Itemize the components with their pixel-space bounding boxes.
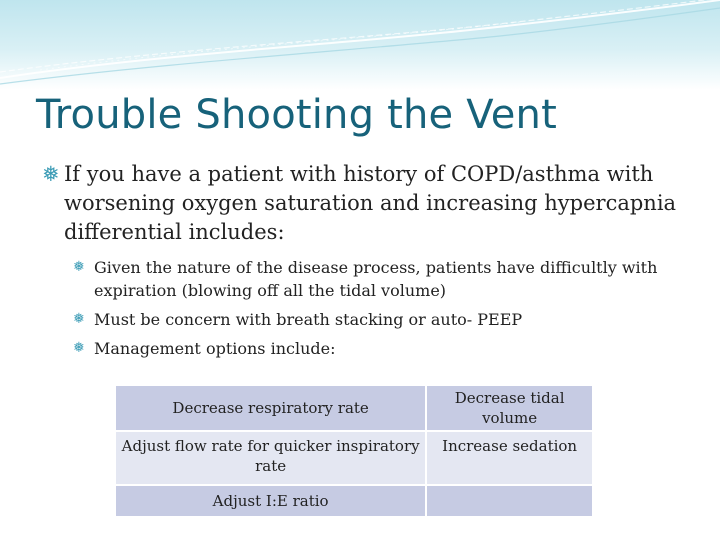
table-cell xyxy=(426,485,593,517)
main-bullet-text: If you have a patient with history of COPD/asthma with worsening oxygen saturation and increasing hypercapnia differential includes: xyxy=(64,162,677,244)
sub-bullet xyxy=(73,308,676,331)
slide-title: Trouble Shooting the Vent xyxy=(36,92,557,138)
table-cell: Increase sedation xyxy=(426,431,593,485)
wave-lines-decoration xyxy=(0,0,720,90)
table-cell: Adjust flow rate for quicker inspiratory rate xyxy=(115,431,426,485)
bullet-icon: ❅ xyxy=(73,340,85,356)
sub-bullet-text: Management options include: xyxy=(94,339,336,358)
table-cell: Decrease respiratory rate xyxy=(115,385,426,431)
sub-bullet-text: Must be concern with breath stacking or auto- PEEP xyxy=(94,310,523,329)
bullet-icon: ❅ xyxy=(73,259,85,275)
bullet-icon: ❅ xyxy=(73,311,85,327)
header-decoration xyxy=(0,0,720,90)
table-row xyxy=(115,431,593,485)
sub-bullet xyxy=(73,256,676,302)
sub-bullet xyxy=(73,337,676,360)
bullet-icon: ❅ xyxy=(42,162,60,186)
main-bullet xyxy=(44,160,684,247)
table-cell: Decrease tidal volume xyxy=(426,385,593,431)
table-row xyxy=(115,485,593,517)
table-row xyxy=(115,385,593,431)
table-cell: Adjust I:E ratio xyxy=(115,485,426,517)
sub-bullet-text: Given the nature of the disease process, patients have difficultly with expiration (blowing off all the tidal volume) xyxy=(94,258,658,300)
management-options-table xyxy=(114,384,594,518)
